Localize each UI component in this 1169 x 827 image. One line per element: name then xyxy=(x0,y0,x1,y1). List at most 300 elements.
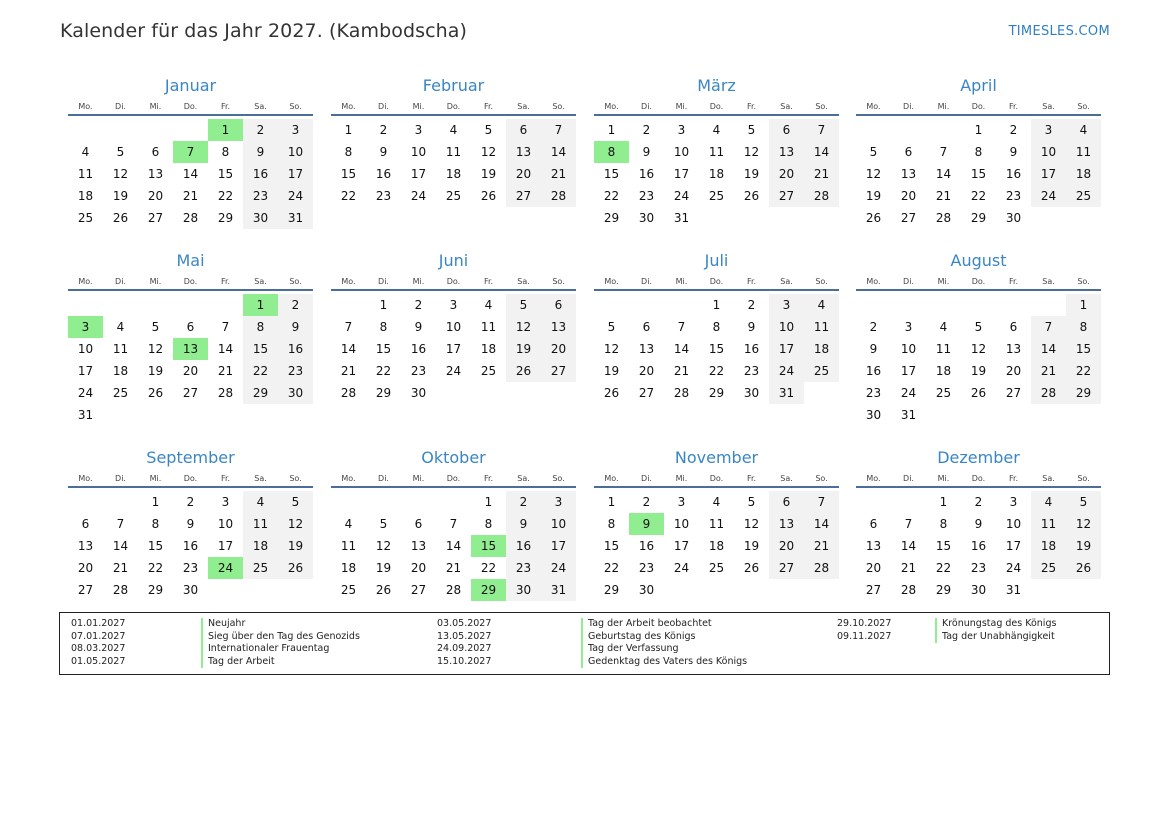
day-cell: 12 xyxy=(112,167,129,181)
day-cell: 18 xyxy=(243,535,278,557)
weekday-label: Fr. xyxy=(746,277,757,286)
holiday-name: Tag der Arbeit xyxy=(208,655,275,667)
day-cell: 2 xyxy=(1009,123,1018,137)
day-cell: 3 xyxy=(414,123,423,137)
empty-cell xyxy=(856,491,891,513)
day-cell: 31 xyxy=(77,408,94,422)
day-cell: 20 xyxy=(541,338,576,360)
day-cell: 23 xyxy=(970,561,987,575)
day-cell: 26 xyxy=(506,360,541,382)
weekday-label: Sa. xyxy=(517,277,530,286)
day-cell: 17 xyxy=(673,167,690,181)
day-cell: 28 xyxy=(935,211,952,225)
day-cell: 4 xyxy=(449,123,458,137)
month-8 xyxy=(856,249,1101,426)
day-cell: 30 xyxy=(278,382,313,404)
weekday-label: Do. xyxy=(971,277,986,286)
day-cell: 6 xyxy=(151,145,160,159)
weekday-label: Sa. xyxy=(517,102,530,111)
day-cell: 4 xyxy=(804,294,839,316)
day-cell: 24 xyxy=(278,185,313,207)
day-cell: 25 xyxy=(1031,557,1066,579)
day-cell: 25 xyxy=(77,211,94,225)
day-cell: 11 xyxy=(1031,513,1066,535)
month-name: Juni xyxy=(438,251,469,270)
day-cell: 4 xyxy=(243,491,278,513)
day-cell: 11 xyxy=(445,145,462,159)
weekday-label: Do. xyxy=(709,102,724,111)
day-cell: 7 xyxy=(221,320,230,334)
day-cell: 12 xyxy=(480,145,497,159)
weekday-label: So. xyxy=(289,102,302,111)
day-cell: 9 xyxy=(506,513,541,535)
day-cell: 27 xyxy=(77,583,94,597)
day-cell: 19 xyxy=(112,189,129,203)
weekday-label: So. xyxy=(815,102,828,111)
day-cell: 20 xyxy=(769,163,804,185)
day-cell: 25 xyxy=(708,189,725,203)
day-cell: 26 xyxy=(147,386,164,400)
holiday-dates-column xyxy=(437,618,491,668)
day-cell: 24 xyxy=(673,189,690,203)
month-7 xyxy=(594,249,839,404)
day-cell: 28 xyxy=(673,386,690,400)
holiday-day-cell: 15 xyxy=(471,535,506,557)
day-cell: 3 xyxy=(904,320,913,334)
day-cell: 16 xyxy=(865,364,882,378)
weekday-label: Di. xyxy=(115,277,126,286)
weekday-label: Di. xyxy=(903,474,914,483)
day-cell: 31 xyxy=(1005,583,1022,597)
weekday-label: Mo. xyxy=(78,277,93,286)
day-cell: 24 xyxy=(900,386,917,400)
day-cell: 12 xyxy=(278,513,313,535)
day-cell: 9 xyxy=(379,145,388,159)
empty-cell xyxy=(173,119,208,141)
day-cell: 5 xyxy=(151,320,160,334)
day-cell: 2 xyxy=(414,298,423,312)
day-cell: 6 xyxy=(869,517,878,531)
day-cell: 16 xyxy=(743,342,760,356)
day-cell: 24 xyxy=(445,364,462,378)
holiday-day-cell: 1 xyxy=(208,119,243,141)
day-cell: 10 xyxy=(673,145,690,159)
day-cell: 12 xyxy=(743,145,760,159)
day-cell: 10 xyxy=(278,141,313,163)
day-grid xyxy=(331,294,576,404)
weekday-label: Mo. xyxy=(341,102,356,111)
weekday-label: Di. xyxy=(903,277,914,286)
day-cell: 19 xyxy=(743,167,760,181)
day-cell: 21 xyxy=(935,189,952,203)
holiday-name: Krönungstag des Königs xyxy=(942,618,1057,629)
day-cell: 20 xyxy=(77,561,94,575)
day-cell: 10 xyxy=(769,316,804,338)
day-cell: 21 xyxy=(340,364,357,378)
day-cell: 22 xyxy=(147,561,164,575)
day-cell: 3 xyxy=(541,491,576,513)
day-cell: 21 xyxy=(1031,360,1066,382)
day-cell: 19 xyxy=(480,167,497,181)
day-cell: 25 xyxy=(480,364,497,378)
day-cell: 3 xyxy=(769,294,804,316)
empty-cell xyxy=(926,294,961,316)
weekday-label: Fr. xyxy=(220,277,231,286)
day-cell: 21 xyxy=(673,364,690,378)
day-cell: 5 xyxy=(379,517,388,531)
day-cell: 24 xyxy=(769,360,804,382)
day-cell: 8 xyxy=(243,316,278,338)
day-cell: 13 xyxy=(506,141,541,163)
weekday-label: So. xyxy=(552,102,565,111)
day-cell: 19 xyxy=(147,364,164,378)
day-cell: 26 xyxy=(112,211,129,225)
day-cell: 22 xyxy=(603,189,620,203)
day-cell: 9 xyxy=(642,145,651,159)
empty-cell xyxy=(138,294,173,316)
weekday-header xyxy=(594,275,839,291)
day-cell: 24 xyxy=(1031,185,1066,207)
weekday-label: Di. xyxy=(641,277,652,286)
empty-cell xyxy=(996,294,1031,316)
weekday-label: Mo. xyxy=(78,102,93,111)
day-cell: 22 xyxy=(970,189,987,203)
day-cell: 3 xyxy=(278,119,313,141)
holiday-name: Tag der Verfassung xyxy=(588,643,679,654)
day-cell: 20 xyxy=(900,189,917,203)
empty-cell xyxy=(856,119,891,141)
weekday-label: Mo. xyxy=(866,474,881,483)
empty-cell xyxy=(401,491,436,513)
day-cell: 1 xyxy=(1066,294,1101,316)
empty-cell xyxy=(103,119,138,141)
day-grid xyxy=(594,491,839,601)
day-cell: 16 xyxy=(506,535,541,557)
weekday-label: Sa. xyxy=(517,474,530,483)
weekday-label: Fr. xyxy=(483,102,494,111)
weekday-label: Di. xyxy=(641,102,652,111)
day-cell: 16 xyxy=(410,342,427,356)
month-name: April xyxy=(960,76,997,95)
day-cell: 3 xyxy=(677,123,686,137)
day-cell: 15 xyxy=(147,539,164,553)
day-cell: 22 xyxy=(480,561,497,575)
day-cell: 7 xyxy=(1031,316,1066,338)
day-cell: 11 xyxy=(708,517,725,531)
day-cell: 29 xyxy=(970,211,987,225)
day-cell: 16 xyxy=(970,539,987,553)
weekday-label: Fr. xyxy=(1008,474,1019,483)
day-cell: 2 xyxy=(243,119,278,141)
day-cell: 1 xyxy=(151,495,160,509)
day-cell: 22 xyxy=(1066,360,1101,382)
weekday-label: Mi. xyxy=(149,277,162,286)
month-name: Januar xyxy=(164,76,217,95)
day-cell: 5 xyxy=(747,123,756,137)
day-cell: 8 xyxy=(221,145,230,159)
weekday-label: Fr. xyxy=(483,277,494,286)
day-cell: 10 xyxy=(410,145,427,159)
day-cell: 16 xyxy=(638,167,655,181)
day-cell: 10 xyxy=(77,342,94,356)
day-cell: 13 xyxy=(865,539,882,553)
empty-cell xyxy=(103,491,138,513)
day-cell: 13 xyxy=(638,342,655,356)
weekday-header xyxy=(68,100,313,116)
weekday-label: Mi. xyxy=(937,277,950,286)
weekday-label: So. xyxy=(815,277,828,286)
month-name: März xyxy=(697,76,736,95)
month-name: November xyxy=(674,448,759,467)
weekday-header xyxy=(594,472,839,488)
day-cell: 29 xyxy=(1066,382,1101,404)
day-cell: 23 xyxy=(638,189,655,203)
day-cell: 5 xyxy=(484,123,493,137)
day-cell: 27 xyxy=(865,583,882,597)
weekday-label: Di. xyxy=(641,474,652,483)
empty-cell xyxy=(173,294,208,316)
day-cell: 20 xyxy=(865,561,882,575)
day-cell: 26 xyxy=(278,557,313,579)
day-cell: 31 xyxy=(541,579,576,601)
empty-cell xyxy=(891,294,926,316)
empty-cell xyxy=(891,119,926,141)
day-cell: 3 xyxy=(449,298,458,312)
weekday-label: Mo. xyxy=(866,277,881,286)
day-cell: 28 xyxy=(900,583,917,597)
day-cell: 19 xyxy=(970,364,987,378)
day-grid xyxy=(856,491,1101,601)
day-cell: 27 xyxy=(900,211,917,225)
day-cell: 28 xyxy=(804,185,839,207)
day-cell: 1 xyxy=(607,495,616,509)
weekday-header xyxy=(856,472,1101,488)
day-cell: 27 xyxy=(541,360,576,382)
month-name: Dezember xyxy=(937,448,1020,467)
day-cell: 30 xyxy=(865,408,882,422)
day-cell: 30 xyxy=(638,211,655,225)
day-cell: 20 xyxy=(506,163,541,185)
day-cell: 10 xyxy=(445,320,462,334)
empty-cell xyxy=(68,119,103,141)
day-cell: 13 xyxy=(77,539,94,553)
weekday-label: Mi. xyxy=(937,102,950,111)
weekday-label: Fr. xyxy=(1008,102,1019,111)
weekday-label: Do. xyxy=(709,277,724,286)
weekday-label: Mo. xyxy=(341,277,356,286)
month-4 xyxy=(856,74,1101,229)
day-cell: 7 xyxy=(904,517,913,531)
day-cell: 6 xyxy=(414,517,423,531)
weekday-label: So. xyxy=(1077,474,1090,483)
holiday-date: 24.09.2027 xyxy=(437,643,492,654)
month-name: September xyxy=(146,448,235,467)
day-cell: 1 xyxy=(379,298,388,312)
day-cell: 29 xyxy=(935,583,952,597)
holiday-day-cell: 1 xyxy=(243,294,278,316)
day-cell: 17 xyxy=(1031,163,1066,185)
day-cell: 29 xyxy=(603,211,620,225)
brand-link[interactable]: TIMESLES.COM xyxy=(1008,24,1110,39)
weekday-label: Sa. xyxy=(254,474,267,483)
day-cell: 7 xyxy=(939,145,948,159)
day-cell: 14 xyxy=(541,141,576,163)
day-cell: 9 xyxy=(243,141,278,163)
day-cell: 21 xyxy=(804,535,839,557)
day-cell: 22 xyxy=(217,189,234,203)
day-grid xyxy=(68,491,313,601)
day-cell: 21 xyxy=(445,561,462,575)
weekday-header xyxy=(856,100,1101,116)
weekday-label: Do. xyxy=(183,474,198,483)
day-cell: 30 xyxy=(410,386,427,400)
day-cell: 6 xyxy=(541,294,576,316)
day-cell: 26 xyxy=(865,211,882,225)
day-cell: 30 xyxy=(243,207,278,229)
day-cell: 23 xyxy=(182,561,199,575)
holiday-day-cell: 13 xyxy=(173,338,208,360)
day-cell: 26 xyxy=(375,583,392,597)
weekday-label: So. xyxy=(552,277,565,286)
day-cell: 2 xyxy=(869,320,878,334)
day-cell: 14 xyxy=(217,342,234,356)
day-cell: 20 xyxy=(182,364,199,378)
month-10 xyxy=(331,446,576,601)
day-cell: 8 xyxy=(712,320,721,334)
day-cell: 15 xyxy=(970,167,987,181)
weekday-label: Mi. xyxy=(149,474,162,483)
day-cell: 1 xyxy=(939,495,948,509)
weekday-header xyxy=(68,472,313,488)
day-cell: 25 xyxy=(112,386,129,400)
weekday-label: Fr. xyxy=(220,102,231,111)
day-cell: 16 xyxy=(375,167,392,181)
day-cell: 18 xyxy=(340,561,357,575)
day-cell: 18 xyxy=(480,342,497,356)
day-cell: 23 xyxy=(506,557,541,579)
month-2 xyxy=(331,74,576,207)
weekday-label: So. xyxy=(1077,277,1090,286)
weekday-label: Do. xyxy=(971,102,986,111)
weekday-label: Mo. xyxy=(604,474,619,483)
month-name: Oktober xyxy=(421,448,486,467)
day-cell: 14 xyxy=(804,513,839,535)
weekday-label: Mo. xyxy=(604,102,619,111)
day-cell: 16 xyxy=(1005,167,1022,181)
weekday-label: Sa. xyxy=(254,102,267,111)
day-cell: 11 xyxy=(77,167,94,181)
day-cell: 23 xyxy=(243,185,278,207)
day-cell: 2 xyxy=(278,294,313,316)
weekday-label: Mi. xyxy=(675,277,688,286)
day-cell: 26 xyxy=(970,386,987,400)
weekday-header xyxy=(331,275,576,291)
holiday-day-cell: 8 xyxy=(594,141,629,163)
day-cell: 11 xyxy=(340,539,357,553)
month-9 xyxy=(68,446,313,601)
day-cell: 27 xyxy=(1005,386,1022,400)
weekday-label: Di. xyxy=(903,102,914,111)
day-cell: 28 xyxy=(1031,382,1066,404)
holiday-name: Sieg über den Tag des Genozids xyxy=(208,630,360,642)
weekday-label: Do. xyxy=(446,102,461,111)
day-cell: 3 xyxy=(221,495,230,509)
day-cell: 23 xyxy=(1005,189,1022,203)
holiday-date: 15.10.2027 xyxy=(437,655,492,667)
day-cell: 11 xyxy=(112,342,129,356)
holiday-legend xyxy=(59,612,1110,675)
day-cell: 17 xyxy=(217,539,234,553)
day-cell: 17 xyxy=(769,338,804,360)
day-cell: 24 xyxy=(77,386,94,400)
day-cell: 28 xyxy=(182,211,199,225)
weekday-label: So. xyxy=(289,474,302,483)
day-cell: 22 xyxy=(340,189,357,203)
day-cell: 8 xyxy=(151,517,160,531)
day-cell: 17 xyxy=(278,163,313,185)
day-cell: 5 xyxy=(869,145,878,159)
day-cell: 5 xyxy=(116,145,125,159)
day-grid xyxy=(856,294,1101,426)
day-cell: 26 xyxy=(603,386,620,400)
day-cell: 18 xyxy=(708,539,725,553)
day-cell: 12 xyxy=(147,342,164,356)
day-cell: 25 xyxy=(1066,185,1101,207)
day-cell: 17 xyxy=(1005,539,1022,553)
day-cell: 24 xyxy=(541,557,576,579)
day-cell: 9 xyxy=(278,316,313,338)
day-cell: 27 xyxy=(769,557,804,579)
day-cell: 28 xyxy=(804,557,839,579)
holiday-date: 07.01.2027 xyxy=(71,630,126,642)
day-cell: 14 xyxy=(445,539,462,553)
day-cell: 29 xyxy=(217,211,234,225)
day-cell: 25 xyxy=(243,557,278,579)
day-cell: 10 xyxy=(1005,517,1022,531)
day-cell: 6 xyxy=(642,320,651,334)
day-cell: 24 xyxy=(673,561,690,575)
weekday-label: So. xyxy=(815,474,828,483)
day-cell: 20 xyxy=(769,535,804,557)
month-6 xyxy=(331,249,576,404)
month-name: August xyxy=(950,251,1007,270)
day-cell: 30 xyxy=(182,583,199,597)
empty-cell xyxy=(629,294,664,316)
day-cell: 6 xyxy=(186,320,195,334)
day-cell: 19 xyxy=(278,535,313,557)
day-cell: 7 xyxy=(116,517,125,531)
weekday-label: Di. xyxy=(378,102,389,111)
weekday-label: Fr. xyxy=(483,474,494,483)
day-cell: 31 xyxy=(900,408,917,422)
day-cell: 21 xyxy=(541,163,576,185)
holiday-name: Gedenktag des Vaters des Königs xyxy=(588,655,748,667)
weekday-label: Do. xyxy=(446,277,461,286)
day-cell: 18 xyxy=(804,338,839,360)
day-cell: 13 xyxy=(769,513,804,535)
day-cell: 27 xyxy=(638,386,655,400)
day-grid xyxy=(594,119,839,229)
day-cell: 14 xyxy=(900,539,917,553)
day-cell: 29 xyxy=(708,386,725,400)
day-cell: 20 xyxy=(638,364,655,378)
day-cell: 14 xyxy=(1031,338,1066,360)
day-cell: 6 xyxy=(769,119,804,141)
day-cell: 1 xyxy=(484,495,493,509)
holiday-date: 01.05.2027 xyxy=(71,655,126,667)
day-cell: 24 xyxy=(410,189,427,203)
empty-cell xyxy=(366,491,401,513)
